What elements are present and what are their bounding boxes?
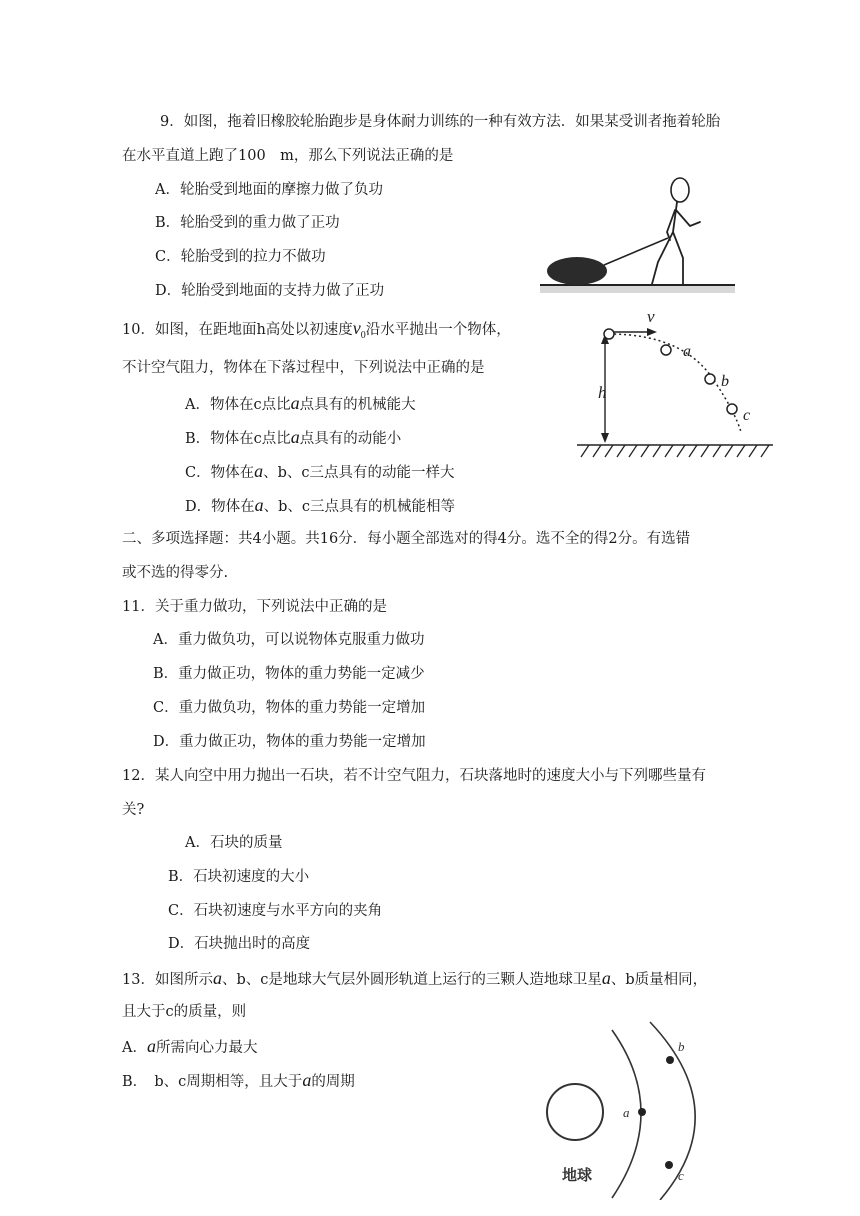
q13-stem-line1: 13．如图所示a、b、c是地球大气层外圆形轨道上运行的三颗人造地球卫星a、b质量相同，: [122, 968, 708, 988]
q11-option-d: D．重力做正功，物体的重力势能一定增加: [153, 734, 426, 750]
ground-hatch: [581, 445, 769, 457]
q10-option-c: C．物体在a、b、c三点具有的动能一样大: [185, 461, 455, 481]
q12-option-a: A．石块的质量: [185, 835, 283, 851]
satellite-c: [665, 1161, 673, 1169]
a-label: a: [683, 343, 691, 360]
section2-line1: 二、多项选择题：共4小题。共16分．每小题全部选对的得4分。选不全的得2分。有选错: [122, 531, 691, 547]
satellite-b-label: b: [678, 1039, 685, 1054]
q11-option-c: C．重力做负功，物体的重力势能一定增加: [153, 700, 426, 716]
v-arrow-head: [647, 328, 657, 336]
q11-option-b: B．重力做正功，物体的重力势能一定减少: [153, 666, 425, 682]
q10-stem-line2: 不计空气阻力，物体在下落过程中，下列说法中正确的是: [122, 360, 485, 376]
q10-option-b: B．物体在c点比a点具有的动能小: [185, 427, 402, 447]
outer-orbit: [650, 1022, 695, 1200]
q9-option-b: B．轮胎受到的重力做了正功: [155, 215, 340, 231]
q13-option-b: B． b、c周期相等，且大于a的周期: [122, 1070, 355, 1090]
q9-option-a: A．轮胎受到地面的摩擦力做了负功: [155, 182, 383, 198]
b-label: b: [721, 373, 729, 390]
q9-stem-line2: 在水平直道上跑了100 m，那么下列说法正确的是: [122, 148, 454, 164]
q12-option-c: C．石块初速度与水平方向的夹角: [168, 903, 383, 919]
projectile-figure: [575, 302, 775, 467]
satellite-a: [638, 1108, 646, 1116]
q9-option-d: D．轮胎受到地面的支持力做了正功: [155, 283, 385, 299]
satellite-b: [666, 1056, 674, 1064]
q12-option-b: B．石块初速度的大小: [168, 869, 310, 885]
q12-option-d: D．石块抛出时的高度: [168, 936, 311, 952]
earth-label: 地球: [562, 1166, 593, 1184]
q10-stem-line1: 10．如图，在距地面h高处以初速度$v_0$沿水平抛出一个物体，: [122, 318, 511, 341]
h-label: h: [598, 383, 607, 402]
c-label: c: [743, 407, 751, 424]
satellite-c-label: c: [678, 1168, 684, 1183]
ball-c: [727, 404, 737, 414]
tire-runner-figure: [540, 172, 735, 302]
satellite-a-label: a: [623, 1105, 630, 1120]
q12-stem-line2: 关?: [122, 802, 145, 818]
q11-option-a: A．重力做负功，可以说物体克服重力做功: [153, 632, 425, 648]
earth-circle: [547, 1084, 603, 1140]
q12-stem-line1: 12．某人向空中用力抛出一石块，若不计空气阻力，石块落地时的速度大小与下列哪些量有: [122, 768, 706, 784]
h-arrow-head-bottom: [601, 433, 609, 443]
ball-start: [604, 329, 614, 339]
q11-stem: 11．关于重力做功，下列说法中正确的是: [122, 599, 387, 615]
ball-b: [705, 374, 715, 384]
orbit-figure: [520, 1020, 730, 1200]
q9-stem-line1: 9．如图，拖着旧橡胶轮胎跑步是身体耐力训练的一种有效方法．如果某受训者拖着轮胎: [160, 114, 721, 130]
ball-a: [661, 345, 671, 355]
q9-option-c: C．轮胎受到的拉力不做功: [155, 249, 326, 265]
q13-stem-line2: 且大于c的质量，则: [122, 1004, 247, 1020]
runner-head: [671, 178, 689, 202]
q13-option-a: A．a所需向心力最大: [122, 1036, 258, 1056]
q10-option-d: D．物体在a、b、c三点具有的机械能相等: [185, 495, 456, 515]
section2-line2: 或不选的得零分.: [122, 565, 229, 581]
runner-body: [652, 202, 700, 284]
tire: [547, 257, 607, 285]
q10-option-a: A．物体在c点比a点具有的机械能大: [185, 393, 416, 413]
v-label: v: [647, 307, 655, 326]
